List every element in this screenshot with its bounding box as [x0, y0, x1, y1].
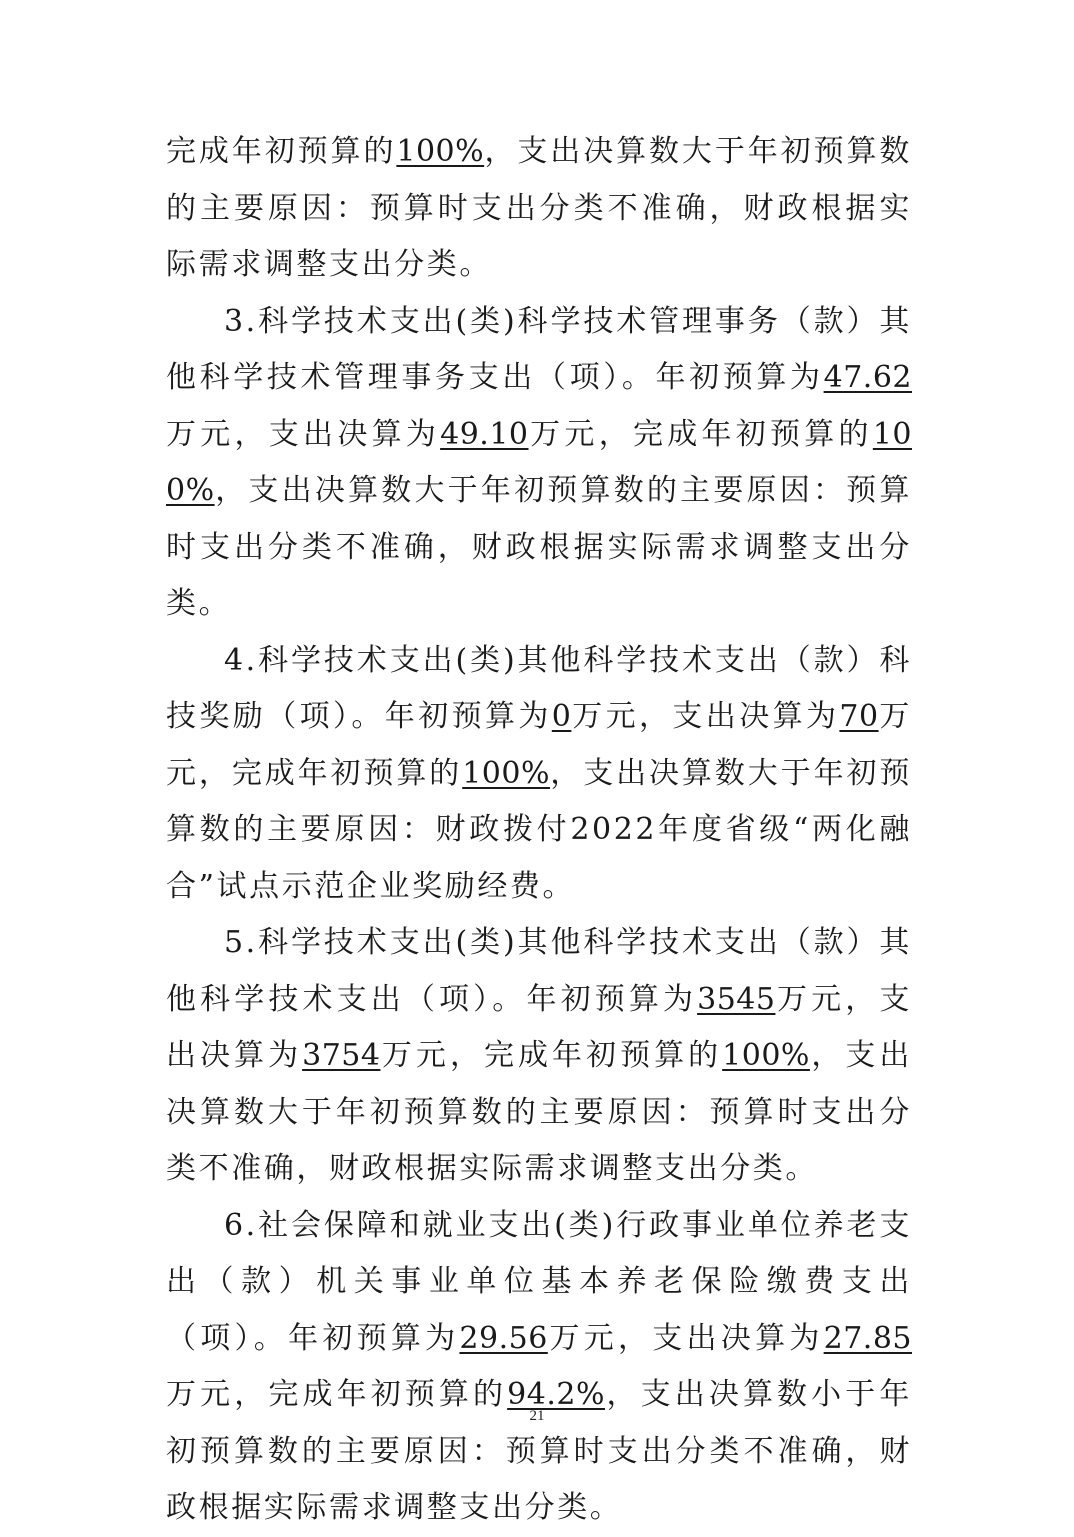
paragraph-item-6-social-security: [166, 1198, 912, 1537]
text-run: 万元，支出决算为: [166, 416, 441, 452]
text-run: ，支出决算数大于年初预算数的主要原因：预算时支出分类不准确，财政根据实际需求调整支出分类。: [166, 473, 912, 621]
underlined-figure: 29.56: [459, 1320, 548, 1356]
underlined-figure: 100%: [722, 1038, 810, 1073]
text-run: 万元，支出决算为: [166, 981, 912, 1073]
text-run: 5.科学技术支出(类)其他科学技术支出（款）其他科学技术支出（项）。年初预算为: [166, 925, 912, 1017]
page-number: 21: [529, 1408, 545, 1424]
underlined-figure: 27.85: [823, 1320, 912, 1356]
paragraph-budget-completion-continued: [166, 124, 912, 294]
underlined-figure: 3754: [302, 1038, 381, 1073]
underlined-figure: 0: [551, 699, 572, 734]
underlined-figure: 94.2%: [507, 1377, 605, 1412]
text-run: 万元，支出决算为: [547, 1320, 824, 1356]
underlined-figure: 100%: [462, 755, 550, 791]
text-run: 6.社会保障和就业支出(类)行政事业单位养老支出（款）机关事业单位基本养老保险缴费支出（项）。年初预算为: [166, 1207, 912, 1356]
body-text: [166, 124, 912, 1537]
text-run: ，支出决算数小于年初预算数的主要原因：预算时支出分类不准确，财政根据实际需求调整支出分类。: [166, 1377, 913, 1525]
text-run: 3.科学技术支出(类)科学技术管理事务（款）其他科学技术管理事务支出（项）。年初预算为: [166, 303, 912, 395]
paragraph-item-5-other-science: [166, 915, 912, 1198]
underlined-figure: 3545: [697, 981, 776, 1017]
text-run: ，支出决算数大于年初预算数的主要原因：财政拨付2022年度省级“两化融合”试点示范企业奖励经费。: [166, 755, 912, 904]
text-run: 万元，完成年初预算的: [166, 1377, 508, 1412]
underlined-figure: 70: [839, 699, 879, 734]
text-run: 4.科学技术支出(类)其他科学技术支出（款）科技奖励（项）。年初预算为: [166, 642, 912, 734]
underlined-figure: 100%: [396, 134, 485, 169]
text-run: 万元，完成年初预算的: [166, 699, 912, 791]
text-run: ，支出决算数大于年初预算数的主要原因：预算时支出分类不准确，财政根据实际需求调整支出分类。: [166, 1038, 912, 1186]
text-run: 完成年初预算的: [166, 134, 397, 169]
text-run: 万元，支出决算为: [571, 699, 840, 734]
text-run: ，支出决算数大于年初预算数的主要原因：预算时支出分类不准确，财政根据实际需求调整支出分类。: [166, 134, 912, 282]
underlined-figure: 47.62: [823, 360, 912, 395]
underlined-figure: 100%: [166, 416, 912, 508]
text-run: 万元，完成年初预算的: [528, 416, 873, 452]
paragraph-item-4-science-award: [166, 633, 912, 916]
underlined-figure: 49.10: [440, 416, 529, 452]
paragraph-item-3-science-management: [166, 294, 912, 633]
text-run: 万元，完成年初预算的: [380, 1038, 723, 1073]
